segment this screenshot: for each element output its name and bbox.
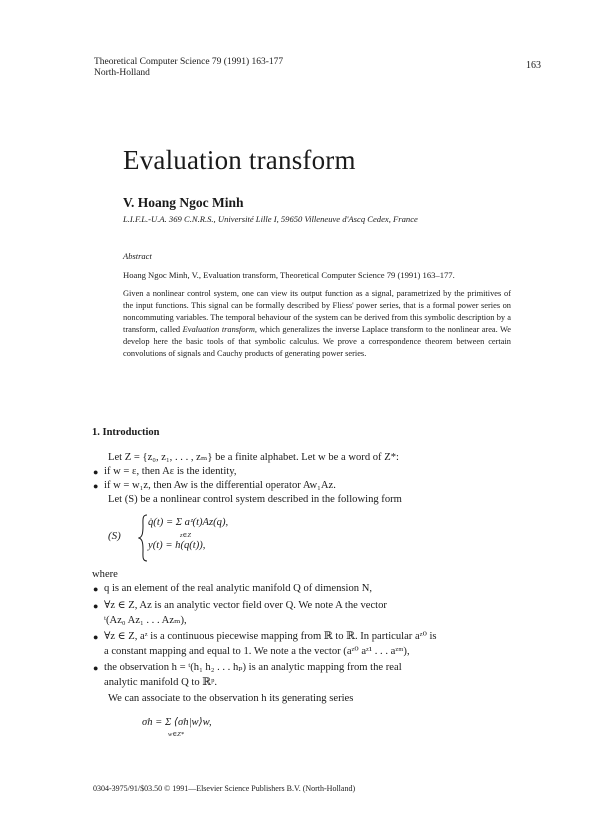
where-item: q is an element of the real analytic manifold Q of dimension N, [104, 583, 373, 594]
where-item: the observation h = ᵗ(h₁ h₂ . . . hₚ) is an analytic mapping from the real [104, 662, 402, 673]
sum-index: z∈Z [180, 532, 191, 539]
bullet-item: if w = w₁z, then Aw is the differential operator Aw₁Az. [104, 480, 336, 491]
where-item: ∀z ∈ Z, Az is an analytic vector field over Q. We note A the vector [104, 600, 387, 611]
abstract-term: Evaluation transform [182, 325, 255, 335]
abstract-text-1: Given a nonlinear control system, one can view its output function as a signal, parametrized by the primitives of the input functions. This signal can be formally described by Fliess' power series, that is a formal power series on noncommuting variables. The temporal behaviour of the system can be derived from this symbolic description by a transform, called [123, 289, 511, 335]
section-heading: 1. Introduction [92, 427, 160, 438]
generating-series-equation: σh = Σ ⟨σh|w⟩w, [142, 717, 212, 728]
journal-header [94, 57, 283, 79]
author-name: V. Hoang Ngoc Minh [123, 195, 244, 210]
bullet-marker: ● [93, 632, 99, 642]
where-item-cont: a constant mapping and equal to 1. We note a the vector (aᶻ⁰ aᶻ¹ . . . aᶻᵐ), [104, 646, 410, 657]
system-intro-line: Let (S) be a nonlinear control system described in the following form [108, 494, 402, 505]
bullet-item: if w = ε, then Aε is the identity, [104, 466, 237, 477]
state-equation: q̇(t) = Σ aᶻ(t)Az(q), [148, 517, 229, 528]
bullet-marker: ● [93, 481, 99, 491]
sum-index: w∈Z* [168, 731, 185, 738]
bullet-marker: ● [93, 467, 99, 477]
where-item-cont: analytic manifold Q to ℝᵖ. [104, 677, 218, 688]
where-item: ∀z ∈ Z, aᶻ is a continuous piecewise mapping from ℝ to ℝ. In particular aᶻ⁰ is [104, 631, 437, 642]
where-word: where [92, 569, 118, 580]
bullet-marker: ● [93, 601, 99, 611]
abstract-body [123, 288, 511, 361]
abstract-text-2: , which generalizes the inverse Laplace transform to the nonlinear area. We develop here the basic tools of that symbolic calculus. We prove a correspondence theorem between certain convolutions of signals and Cauchy products of generating power series. [123, 325, 512, 359]
copyright-footer: 0304-3975/91/$03.50 © 1991—Elsevier Science Publishers B.V. (North-Holland) [93, 784, 356, 793]
generating-series-line: We can associate to the observation h its generating series [108, 693, 354, 704]
bullet-marker: ● [93, 584, 99, 594]
alphabet-line: Let Z = {z₀, z₁, . . . , zₘ} be a finite alphabet. Let w be a word of Z*: [108, 452, 399, 463]
system-label: (S) [108, 530, 121, 542]
bullet-marker: ● [93, 663, 99, 673]
page-number: 163 [526, 60, 541, 71]
paper-title: Evaluation transform [123, 145, 356, 175]
abstract-citation: Hoang Ngoc Minh, V., Evaluation transform, Theoretical Computer Science 79 (1991) 163–177. [123, 270, 455, 280]
author-affiliation: L.I.F.L.-U.A. 369 C.N.R.S., Université Lille I, 59650 Villeneuve d'Ascq Cedex, France [123, 214, 418, 224]
journal-line: Theoretical Computer Science 79 (1991) 163-177 [94, 57, 284, 67]
abstract-heading: Abstract [123, 251, 152, 261]
publisher-line: North-Holland [94, 68, 150, 78]
left-brace-icon [138, 514, 148, 562]
where-item-cont: ᵗ(Az₀ Az₁ . . . Azₘ), [104, 615, 187, 626]
output-equation: y(t) = h(q(t)), [148, 540, 206, 551]
